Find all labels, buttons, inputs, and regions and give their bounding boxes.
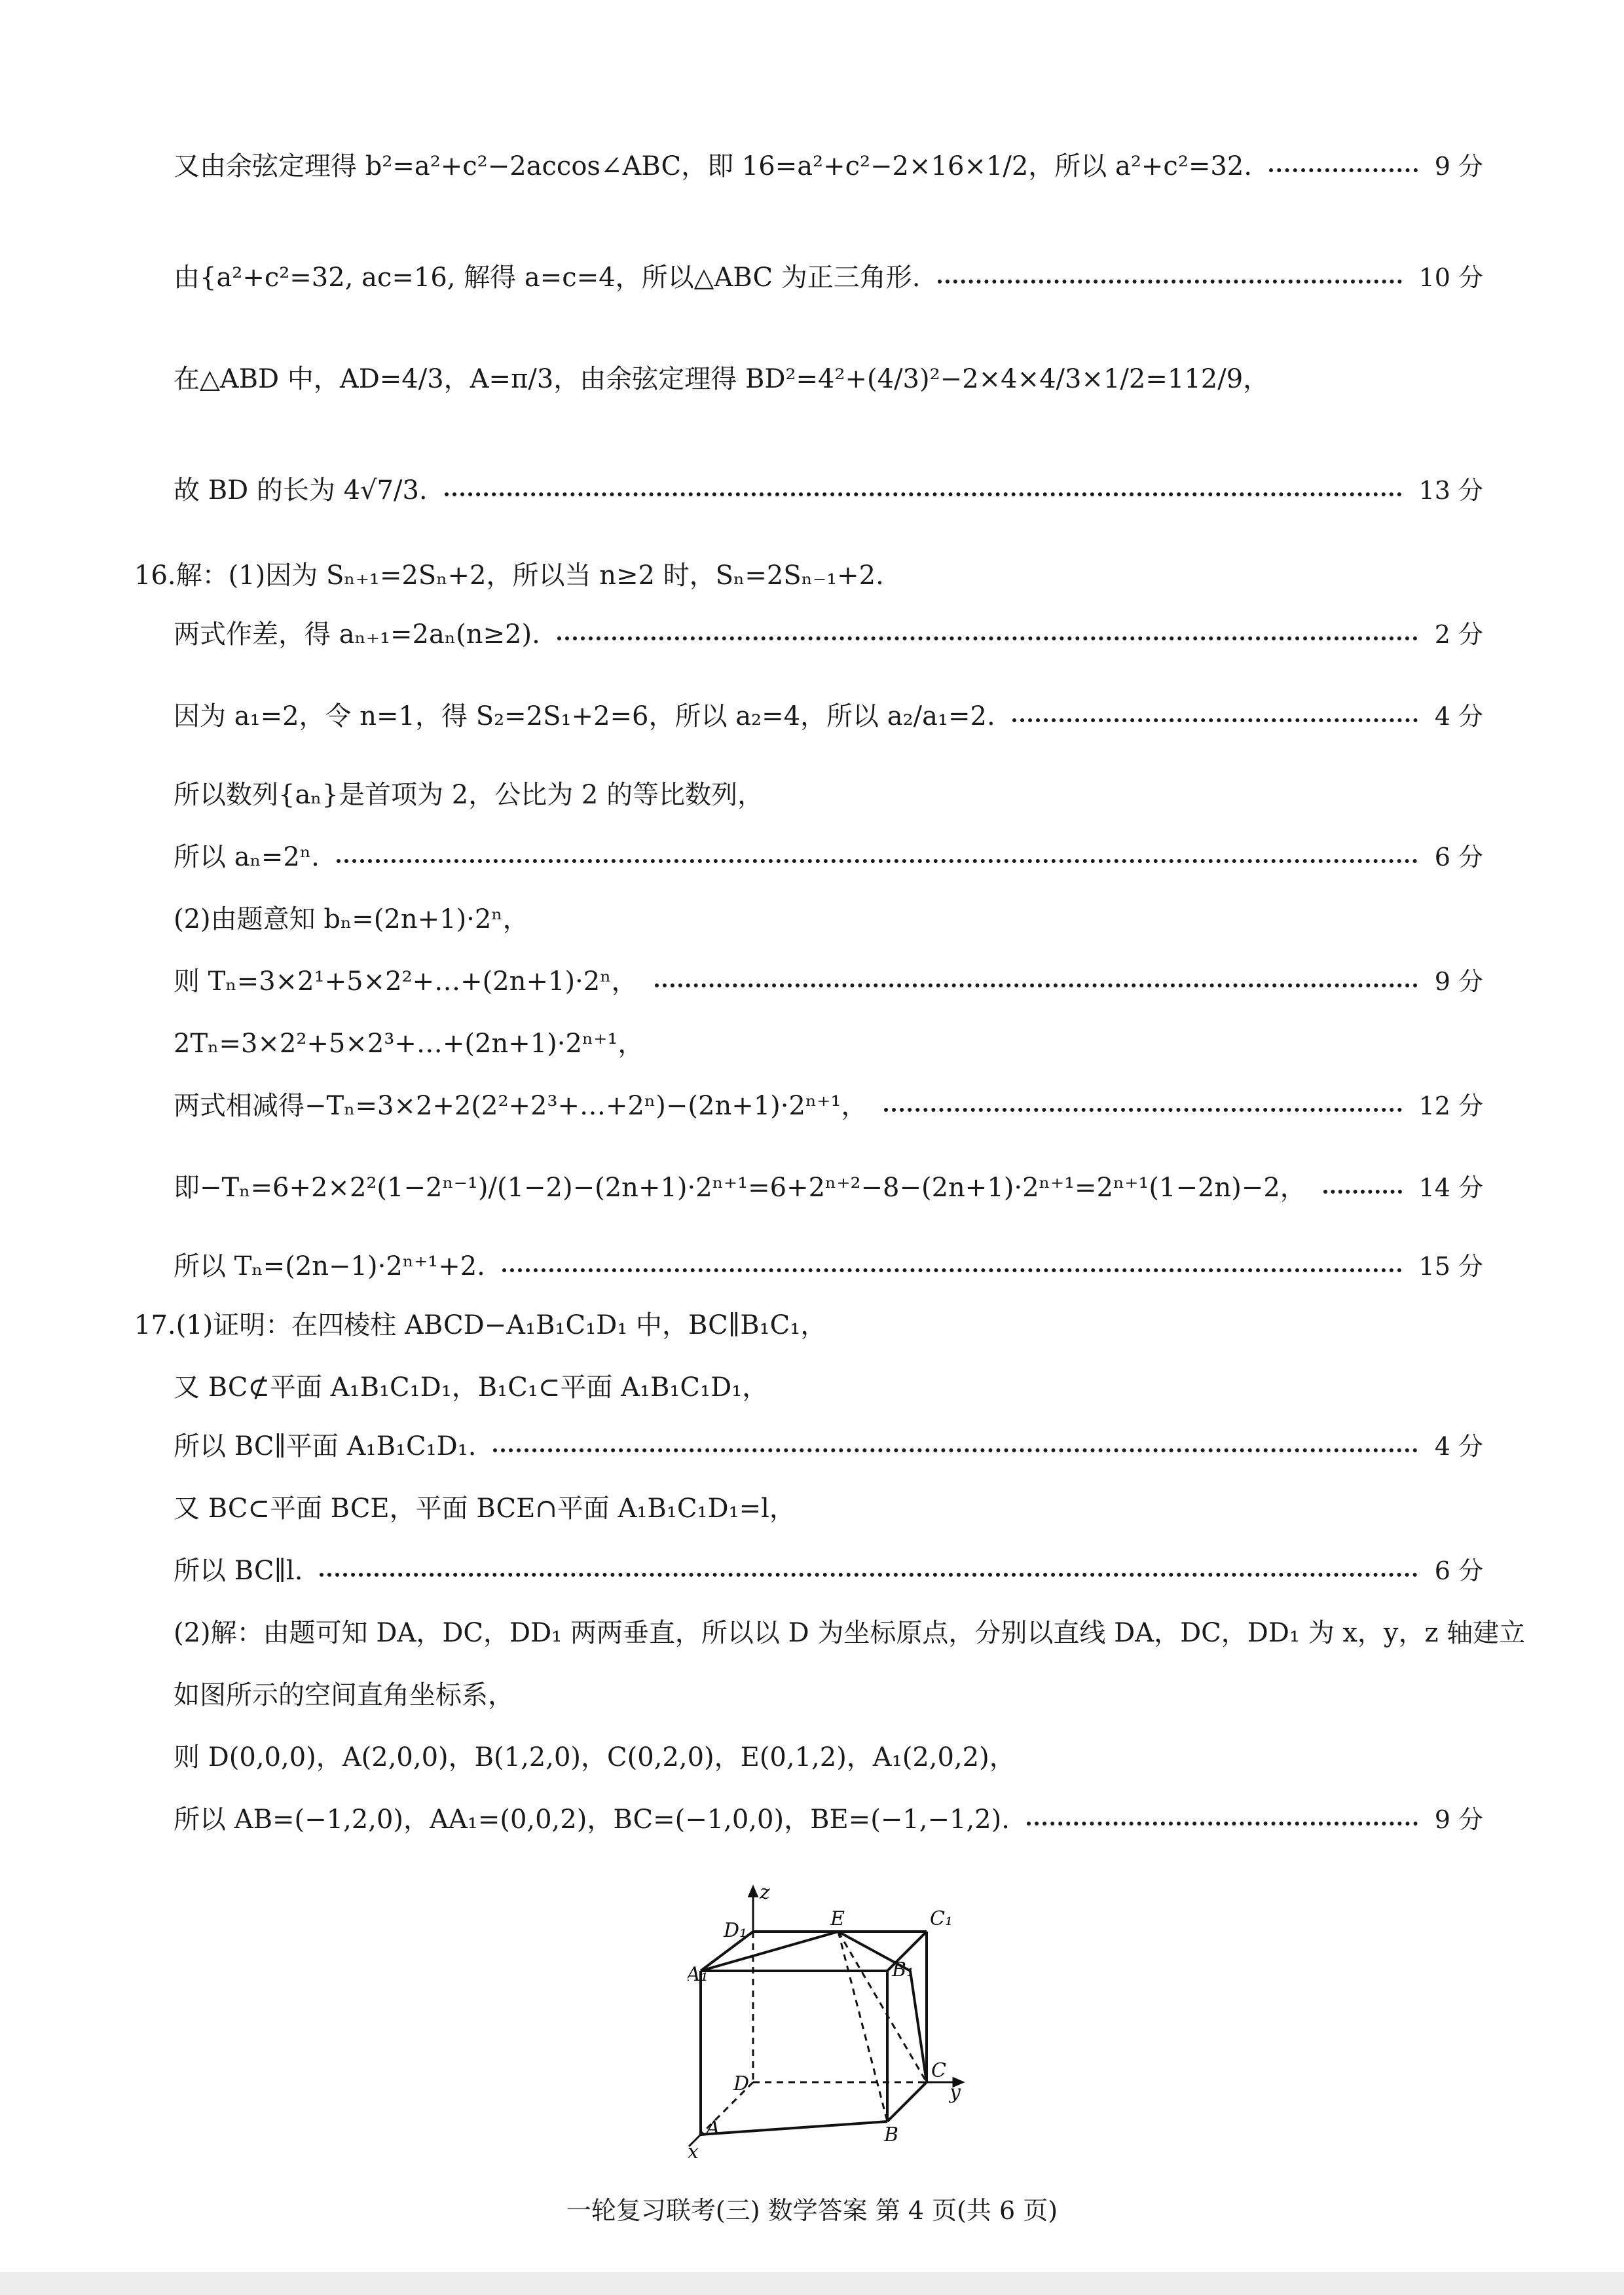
leader-dots <box>445 492 1402 496</box>
score: 4 分 <box>1434 1431 1483 1461</box>
label-y: y <box>950 2081 961 2104</box>
line-22: 如图所示的空间直角坐标系， <box>174 1680 514 1710</box>
line-15: 所以 Tₙ=(2n−1)·2ⁿ⁺¹+2. 15 分 <box>174 1234 1483 1293</box>
line-16: 17.(1)证明：在四棱柱 ABCD−A₁B₁C₁D₁ 中，BC∥B₁C₁， <box>134 1310 827 1340</box>
leader-dots <box>655 983 1418 987</box>
line-21: (2)解：由题可知 DA，DC，DD₁ 两两垂直，所以以 D 为坐标原点，分别以直线 DA，DC，DD₁ 为 x，y，z 轴建立 <box>174 1617 1526 1648</box>
edge-ea1 <box>701 1932 838 1971</box>
z-arrow-icon <box>749 1887 757 1896</box>
line-4: 故 BD 的长为 4√7/3. 13 分 <box>174 458 1483 517</box>
line-19: 又 BC⊂平面 BCE，平面 BCE∩平面 A₁B₁C₁D₁=l， <box>174 1493 796 1524</box>
label-E: E <box>830 1907 845 1930</box>
line-14: 即−Tₙ=6+2×2²(1−2ⁿ⁻¹)/(1−2)−(2n+1)·2ⁿ⁺¹=6+2ⁿ⁺²−8−(2n+1)·2ⁿ⁺¹=2ⁿ⁺¹(1−2n)−2， 14 分 <box>174 1156 1483 1215</box>
line-17: 又 BC⊄平面 A₁B₁C₁D₁，B₁C₁⊂平面 A₁B₁C₁D₁， <box>174 1372 769 1403</box>
label-A1: A₁ <box>688 1963 709 1986</box>
leader-dots <box>337 859 1418 863</box>
label-B: B <box>884 2123 899 2146</box>
label-D1: D₁ <box>724 1919 748 1942</box>
label-D: D <box>733 2072 750 2095</box>
leader-dots <box>1323 1190 1402 1194</box>
score: 9 分 <box>1434 966 1483 996</box>
score: 9 分 <box>1434 1805 1483 1834</box>
label-A: A <box>706 2117 720 2140</box>
leader-dots <box>1012 718 1418 722</box>
hidden-edge-ec <box>838 1932 927 2082</box>
leader-dots <box>938 280 1402 284</box>
label-z: z <box>760 1881 770 1904</box>
line-2: 由{a²+c²=32, ac=16, 解得 a=c=4，所以△ABC 为正三角形. 10 分 <box>174 246 1483 304</box>
score: 13 分 <box>1418 475 1483 505</box>
line-24: 所以 AB=(−1,2,0)，AA₁=(0,0,2)，BC=(−1,0,0)，BE=(−1,−1,2). 9 分 <box>174 1788 1483 1846</box>
bottom-band <box>0 2272 1624 2295</box>
leader-dots <box>1269 168 1418 172</box>
line-20: 所以 BC∥l. 6 分 <box>174 1539 1483 1598</box>
leader-dots <box>1027 1822 1418 1826</box>
line-23: 则 D(0,0,0)，A(2,0,0)，B(1,2,0)，C(0,2,0)，E(0,1,2)，A₁(2,0,2)， <box>174 1742 1016 1772</box>
prism-diagram <box>688 1873 1015 2161</box>
line-13: 两式相减得−Tₙ=3×2+2(2²+2³+…+2ⁿ)−(2n+1)·2ⁿ⁺¹， 12 分 <box>174 1074 1483 1133</box>
leader-dots <box>502 1268 1402 1272</box>
line-3: 在△ABD 中，AD=4/3，A=π/3，由余弦定理得 BD²=4²+(4/3)²−2×4×4/3×1/2=112/9， <box>174 363 1270 394</box>
label-C: C <box>931 2059 946 2082</box>
page-footer: 一轮复习联考(三) 数学答案 第 4 页(共 6 页) <box>566 2196 1058 2225</box>
leader-dots <box>320 1573 1417 1577</box>
line-10: (2)由题意知 bₙ=(2n+1)·2ⁿ， <box>174 904 529 934</box>
line-18: 所以 BC∥平面 A₁B₁C₁D₁. 4 分 <box>174 1414 1483 1473</box>
score: 6 分 <box>1434 1556 1483 1585</box>
line-1: 又由余弦定理得 b²=a²+c²−2accos∠ABC，即 16=a²+c²−2×16×1/2，所以 a²+c²=32. 9 分 <box>174 134 1483 193</box>
label-C1: C₁ <box>930 1907 953 1930</box>
edge-ab <box>701 2121 887 2135</box>
score: 9 分 <box>1434 151 1483 181</box>
hidden-edge-eb <box>838 1932 887 2121</box>
score: 2 分 <box>1434 619 1483 649</box>
line-11: 则 Tₙ=3×2¹+5×2²+…+(2n+1)·2ⁿ， 9 分 <box>174 949 1483 1008</box>
line-12: 2Tₙ=3×2²+5×2³+…+(2n+1)·2ⁿ⁺¹， <box>174 1028 644 1059</box>
leader-dots <box>884 1108 1401 1112</box>
line-9: 所以 aₙ=2ⁿ. 6 分 <box>174 825 1483 884</box>
score: 12 分 <box>1418 1091 1483 1120</box>
line-7: 因为 a₁=2，令 n=1，得 S₂=2S₁+2=6，所以 a₂=4，所以 a₂/a₁=2. 4 分 <box>174 684 1483 743</box>
score: 10 分 <box>1418 263 1483 292</box>
prism-figure <box>688 1873 1015 2161</box>
line-8: 所以数列{aₙ}是首项为 2，公比为 2 的等比数列， <box>174 779 764 810</box>
edge-bc <box>887 2082 927 2121</box>
edge-line-c <box>910 1971 927 2082</box>
label-B1: B₁ <box>892 1958 915 1981</box>
score: 6 分 <box>1434 842 1483 872</box>
label-x: x <box>688 2140 699 2161</box>
score: 4 分 <box>1434 701 1483 731</box>
leader-dots <box>557 636 1418 640</box>
leader-dots <box>493 1448 1417 1452</box>
score: 14 分 <box>1418 1173 1483 1202</box>
score: 15 分 <box>1418 1251 1483 1281</box>
line-5: 16.解：(1)因为 Sₙ₊₁=2Sₙ+2，所以当 n≥2 时，Sₙ=2Sₙ₋₁+2. <box>134 560 884 591</box>
line-6: 两式作差，得 aₙ₊₁=2aₙ(n≥2). 2 分 <box>174 602 1483 661</box>
